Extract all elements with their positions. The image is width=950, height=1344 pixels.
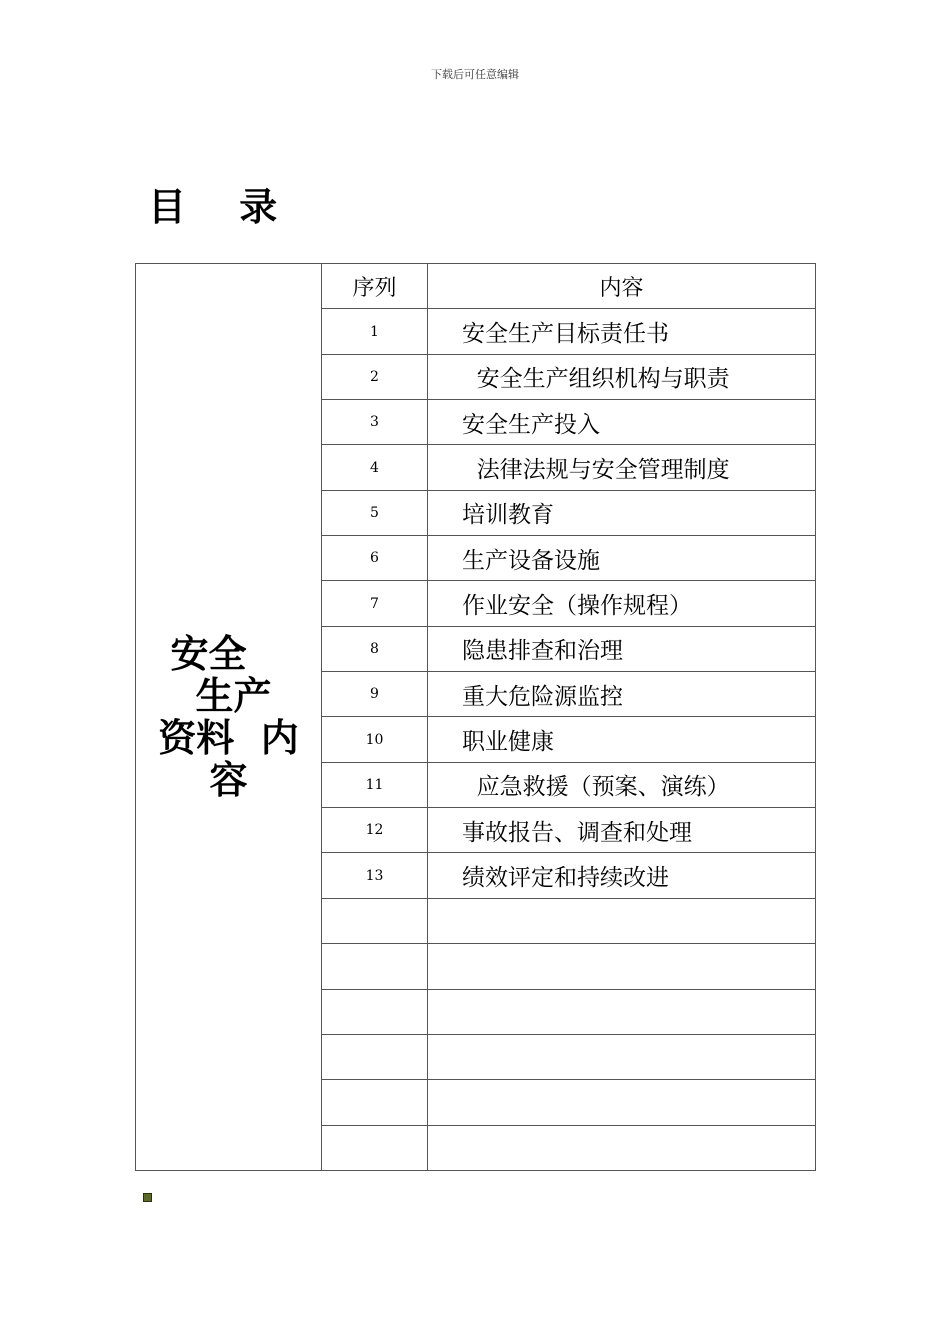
side-label-line: 资料 内: [158, 716, 299, 760]
row-seq: 3: [322, 400, 428, 445]
row-seq: [322, 1034, 428, 1079]
side-label-line: 生产: [195, 674, 272, 718]
row-content: [428, 898, 816, 943]
row-content: [428, 1125, 816, 1170]
toc-table: [135, 263, 816, 1171]
row-seq: 4: [322, 445, 428, 490]
table-header-row: [136, 264, 816, 309]
row-content: 培训教育: [428, 490, 816, 535]
header-seq: 序列: [322, 264, 428, 309]
row-content: 绩效评定和持续改进: [428, 853, 816, 898]
row-content: [428, 1080, 816, 1125]
row-content: 安全生产投入: [428, 400, 816, 445]
page-title: 目 录: [148, 185, 298, 229]
row-seq: [322, 944, 428, 989]
row-seq: 7: [322, 581, 428, 626]
row-content: [428, 944, 816, 989]
row-content: 作业安全（操作规程）: [428, 581, 816, 626]
row-seq: 10: [322, 717, 428, 762]
row-seq: 8: [322, 626, 428, 671]
side-label-line: 安全: [170, 632, 247, 676]
side-label-cell: [136, 264, 322, 1171]
row-content: 隐患排查和治理: [428, 626, 816, 671]
row-content: 生产设备设施: [428, 536, 816, 581]
row-content: [428, 1034, 816, 1079]
side-label: [158, 633, 298, 801]
row-content: 安全生产组织机构与职责: [428, 354, 816, 399]
row-content: [428, 989, 816, 1034]
row-content: 法律法规与安全管理制度: [428, 445, 816, 490]
row-content: 职业健康: [428, 717, 816, 762]
row-seq: [322, 898, 428, 943]
side-label-line: 容: [209, 758, 248, 802]
row-content: 应急救援（预案、演练）: [428, 762, 816, 807]
row-seq: 11: [322, 762, 428, 807]
row-seq: 2: [322, 354, 428, 399]
row-content: 事故报告、调查和处理: [428, 808, 816, 853]
row-seq: 9: [322, 672, 428, 717]
row-seq: 12: [322, 808, 428, 853]
row-seq: 5: [322, 490, 428, 535]
header-content: 内容: [428, 264, 816, 309]
header-note: 下载后可任意编辑: [431, 68, 519, 81]
row-seq: [322, 989, 428, 1034]
row-content: 安全生产目标责任书: [428, 309, 816, 354]
row-seq: 13: [322, 853, 428, 898]
small-marker-icon: [143, 1193, 152, 1202]
row-seq: [322, 1080, 428, 1125]
row-seq: [322, 1125, 428, 1170]
row-seq: 6: [322, 536, 428, 581]
row-seq: 1: [322, 309, 428, 354]
row-content: 重大危险源监控: [428, 672, 816, 717]
